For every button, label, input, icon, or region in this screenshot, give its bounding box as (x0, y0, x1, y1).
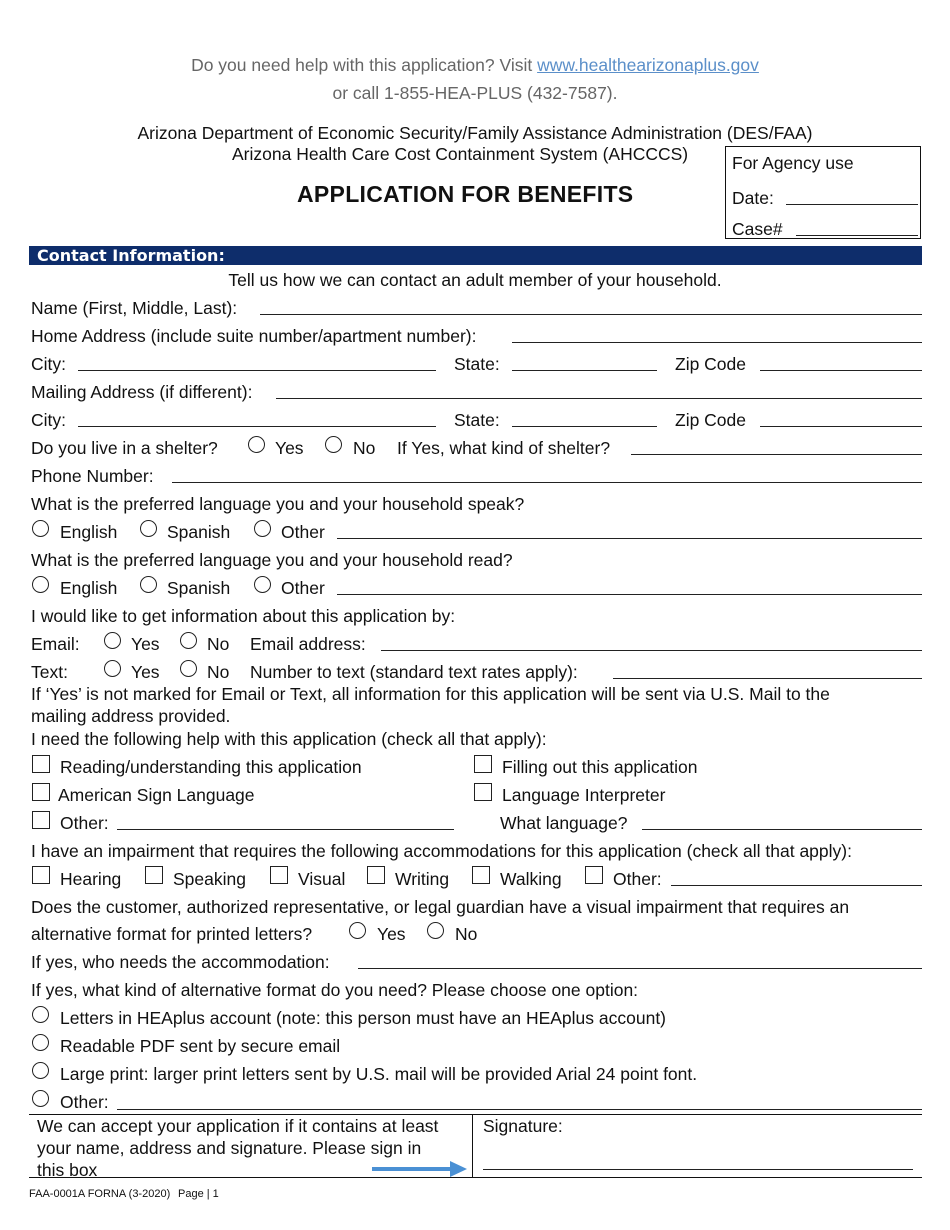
imp-visual-checkbox[interactable] (270, 866, 288, 884)
visual-question-line1: Does the customer, authorized representative, or legal guardian have a visual impairment that requires an (31, 897, 850, 917)
help-other-label: Other: (60, 813, 109, 833)
imp-speaking-label: Speaking (173, 869, 246, 889)
info-by-question: I would like to get information about this application by: (31, 606, 456, 626)
mailing-city-field[interactable] (78, 426, 436, 427)
what-language-field[interactable] (642, 829, 922, 830)
page-number: Page | 1 (178, 1188, 219, 1200)
shelter-yes-label: Yes (275, 438, 304, 458)
fmt-other-label: Other: (60, 1092, 109, 1112)
imp-writing-checkbox[interactable] (367, 866, 385, 884)
read-english-label: English (60, 578, 118, 598)
imp-speaking-checkbox[interactable] (145, 866, 163, 884)
help-reading-label: Reading/understanding this application (60, 757, 362, 777)
mailing-state-label: State: (454, 410, 500, 430)
speak-other-field[interactable] (337, 538, 922, 539)
read-other-label: Other (281, 578, 325, 598)
agency-date-line[interactable] (786, 204, 918, 205)
imp-walking-label: Walking (500, 869, 562, 889)
speak-spanish-label: Spanish (167, 522, 231, 542)
number-to-text-field[interactable] (613, 678, 922, 679)
page-title: APPLICATION FOR BENEFITS (297, 181, 634, 207)
agency-heading: For Agency use (732, 153, 854, 173)
home-state-field[interactable] (512, 370, 657, 371)
website-link[interactable]: www.healthearizonaplus.gov (537, 55, 759, 75)
home-address-field[interactable] (512, 342, 922, 343)
fmt-large-radio[interactable] (32, 1062, 49, 1079)
help-asl-label: American Sign Language (58, 785, 255, 805)
speak-spanish-radio[interactable] (140, 520, 157, 537)
email-no-radio[interactable] (180, 632, 197, 649)
sign-here-arrow-icon (372, 1160, 468, 1178)
visual-yes-label: Yes (377, 924, 406, 944)
fmt-large-label: Large print: larger print letters sent by U.S. mail will be provided Arial 24 point font. (60, 1064, 698, 1084)
shelter-kind-label: If Yes, what kind of shelter? (397, 438, 611, 458)
phone-label: Phone Number: (31, 466, 154, 486)
help-interpreter-checkbox[interactable] (474, 783, 492, 801)
signature-note-line3: this box (37, 1160, 98, 1180)
help-needed-question: I need the following help with this application (check all that apply): (31, 729, 547, 749)
number-to-text-label: Number to text (standard text rates apply): (250, 662, 578, 682)
signature-label: Signature: (483, 1116, 563, 1136)
shelter-no-label: No (353, 438, 376, 458)
name-field[interactable] (260, 314, 922, 315)
signature-note-line2: your name, address and signature. Please sign in (37, 1138, 422, 1158)
fmt-pdf-radio[interactable] (32, 1034, 49, 1051)
help-reading-checkbox[interactable] (32, 755, 50, 773)
mailing-address-field[interactable] (276, 398, 922, 399)
name-label: Name (First, Middle, Last): (31, 298, 238, 318)
home-address-label: Home Address (include suite number/apartment number): (31, 326, 477, 346)
mailing-zip-field[interactable] (760, 426, 922, 427)
lang-read-question: What is the preferred language you and your household read? (31, 550, 513, 570)
email-address-label: Email address: (250, 634, 366, 654)
email-no-label: No (207, 634, 230, 654)
help-filling-checkbox[interactable] (474, 755, 492, 773)
fmt-other-radio[interactable] (32, 1090, 49, 1107)
agency-case-line[interactable] (796, 235, 918, 236)
visual-no-radio[interactable] (427, 922, 444, 939)
help-interpreter-label: Language Interpreter (502, 785, 666, 805)
read-other-field[interactable] (337, 594, 922, 595)
email-label: Email: (31, 634, 80, 654)
agency-name-des: Arizona Department of Economic Security/Family Assistance Administration (DES/FAA) (137, 123, 813, 143)
imp-writing-label: Writing (395, 869, 450, 889)
help-filling-label: Filling out this application (502, 757, 698, 777)
phone-field[interactable] (172, 482, 922, 483)
imp-visual-label: Visual (298, 869, 346, 889)
mailing-address-label: Mailing Address (if different): (31, 382, 253, 402)
speak-english-radio[interactable] (32, 520, 49, 537)
home-state-label: State: (454, 354, 500, 374)
help-other-checkbox[interactable] (32, 811, 50, 829)
home-city-field[interactable] (78, 370, 436, 371)
mail-note-line2: mailing address provided. (31, 706, 231, 726)
text-label: Text: (31, 662, 68, 682)
visual-question-line2: alternative format for printed letters? (31, 924, 313, 944)
help-other-field[interactable] (117, 829, 454, 830)
impairment-question: I have an impairment that requires the following accommodations for this application (check all that apply): (31, 841, 852, 861)
help-asl-checkbox[interactable] (32, 783, 50, 801)
fmt-other-field[interactable] (117, 1109, 922, 1110)
signature-box-divider (472, 1114, 473, 1178)
help-line (0, 55, 950, 76)
imp-walking-checkbox[interactable] (472, 866, 490, 884)
shelter-no-radio[interactable] (325, 436, 342, 453)
who-needs-field[interactable] (358, 968, 922, 969)
mail-note-line1: If ‘Yes’ is not marked for Email or Text, all information for this application will be sent via U.S. Mail to the (31, 684, 830, 704)
mailing-zip-label: Zip Code (675, 410, 747, 430)
lang-speak-question: What is the preferred language you and your household speak? (31, 494, 525, 514)
section-header-contact: Contact Information: (29, 246, 922, 265)
shelter-question: Do you live in a shelter? (31, 438, 218, 458)
agency-case-label: Case# (732, 219, 783, 239)
text-yes-label: Yes (131, 662, 160, 682)
mailing-city-label: City: (31, 410, 66, 430)
email-address-field[interactable] (381, 650, 922, 651)
fmt-heaplus-radio[interactable] (32, 1006, 49, 1023)
signature-box-top (29, 1114, 922, 1115)
imp-other-checkbox[interactable] (585, 866, 603, 884)
visual-yes-radio[interactable] (349, 922, 366, 939)
speak-other-radio[interactable] (254, 520, 271, 537)
text-no-radio[interactable] (180, 660, 197, 677)
format-question: If yes, what kind of alternative format do you need? Please choose one option: (31, 980, 639, 1000)
email-yes-radio[interactable] (104, 632, 121, 649)
agency-date-label: Date: (732, 188, 774, 208)
read-other-radio[interactable] (254, 576, 271, 593)
form-id: FAA-0001A FORNA (3-2020) (29, 1188, 171, 1200)
home-zip-label: Zip Code (675, 354, 747, 374)
imp-other-label: Other: (613, 869, 662, 889)
help-text: Do you need help with this application? Visit (191, 55, 538, 75)
speak-other-label: Other (281, 522, 325, 542)
text-yes-radio[interactable] (104, 660, 121, 677)
home-zip-field[interactable] (760, 370, 922, 371)
fmt-pdf-label: Readable PDF sent by secure email (60, 1036, 341, 1056)
who-needs-label: If yes, who needs the accommodation: (31, 952, 330, 972)
read-spanish-radio[interactable] (140, 576, 157, 593)
mailing-state-field[interactable] (512, 426, 657, 427)
imp-hearing-checkbox[interactable] (32, 866, 50, 884)
email-yes-label: Yes (131, 634, 160, 654)
shelter-kind-field[interactable] (631, 454, 922, 455)
imp-other-field[interactable] (671, 885, 922, 886)
what-language-label: What language? (500, 813, 628, 833)
agency-name-ahcccs: Arizona Health Care Cost Containment System (AHCCCS) (232, 144, 689, 164)
read-english-radio[interactable] (32, 576, 49, 593)
section-intro: Tell us how we can contact an adult member of your household. (228, 270, 722, 290)
visual-no-label: No (455, 924, 478, 944)
imp-hearing-label: Hearing (60, 869, 122, 889)
read-spanish-label: Spanish (167, 578, 231, 598)
signature-field[interactable] (483, 1169, 913, 1170)
text-no-label: No (207, 662, 230, 682)
signature-box-bottom (29, 1177, 922, 1178)
agency-use-box (725, 146, 921, 239)
home-city-label: City: (31, 354, 66, 374)
signature-note-line1: We can accept your application if it contains at least (37, 1116, 439, 1136)
shelter-yes-radio[interactable] (248, 436, 265, 453)
help-phone: or call 1-855-HEA-PLUS (432-7587). (332, 83, 618, 103)
speak-english-label: English (60, 522, 118, 542)
fmt-heaplus-label: Letters in HEAplus account (note: this person must have an HEAplus account) (60, 1008, 667, 1028)
